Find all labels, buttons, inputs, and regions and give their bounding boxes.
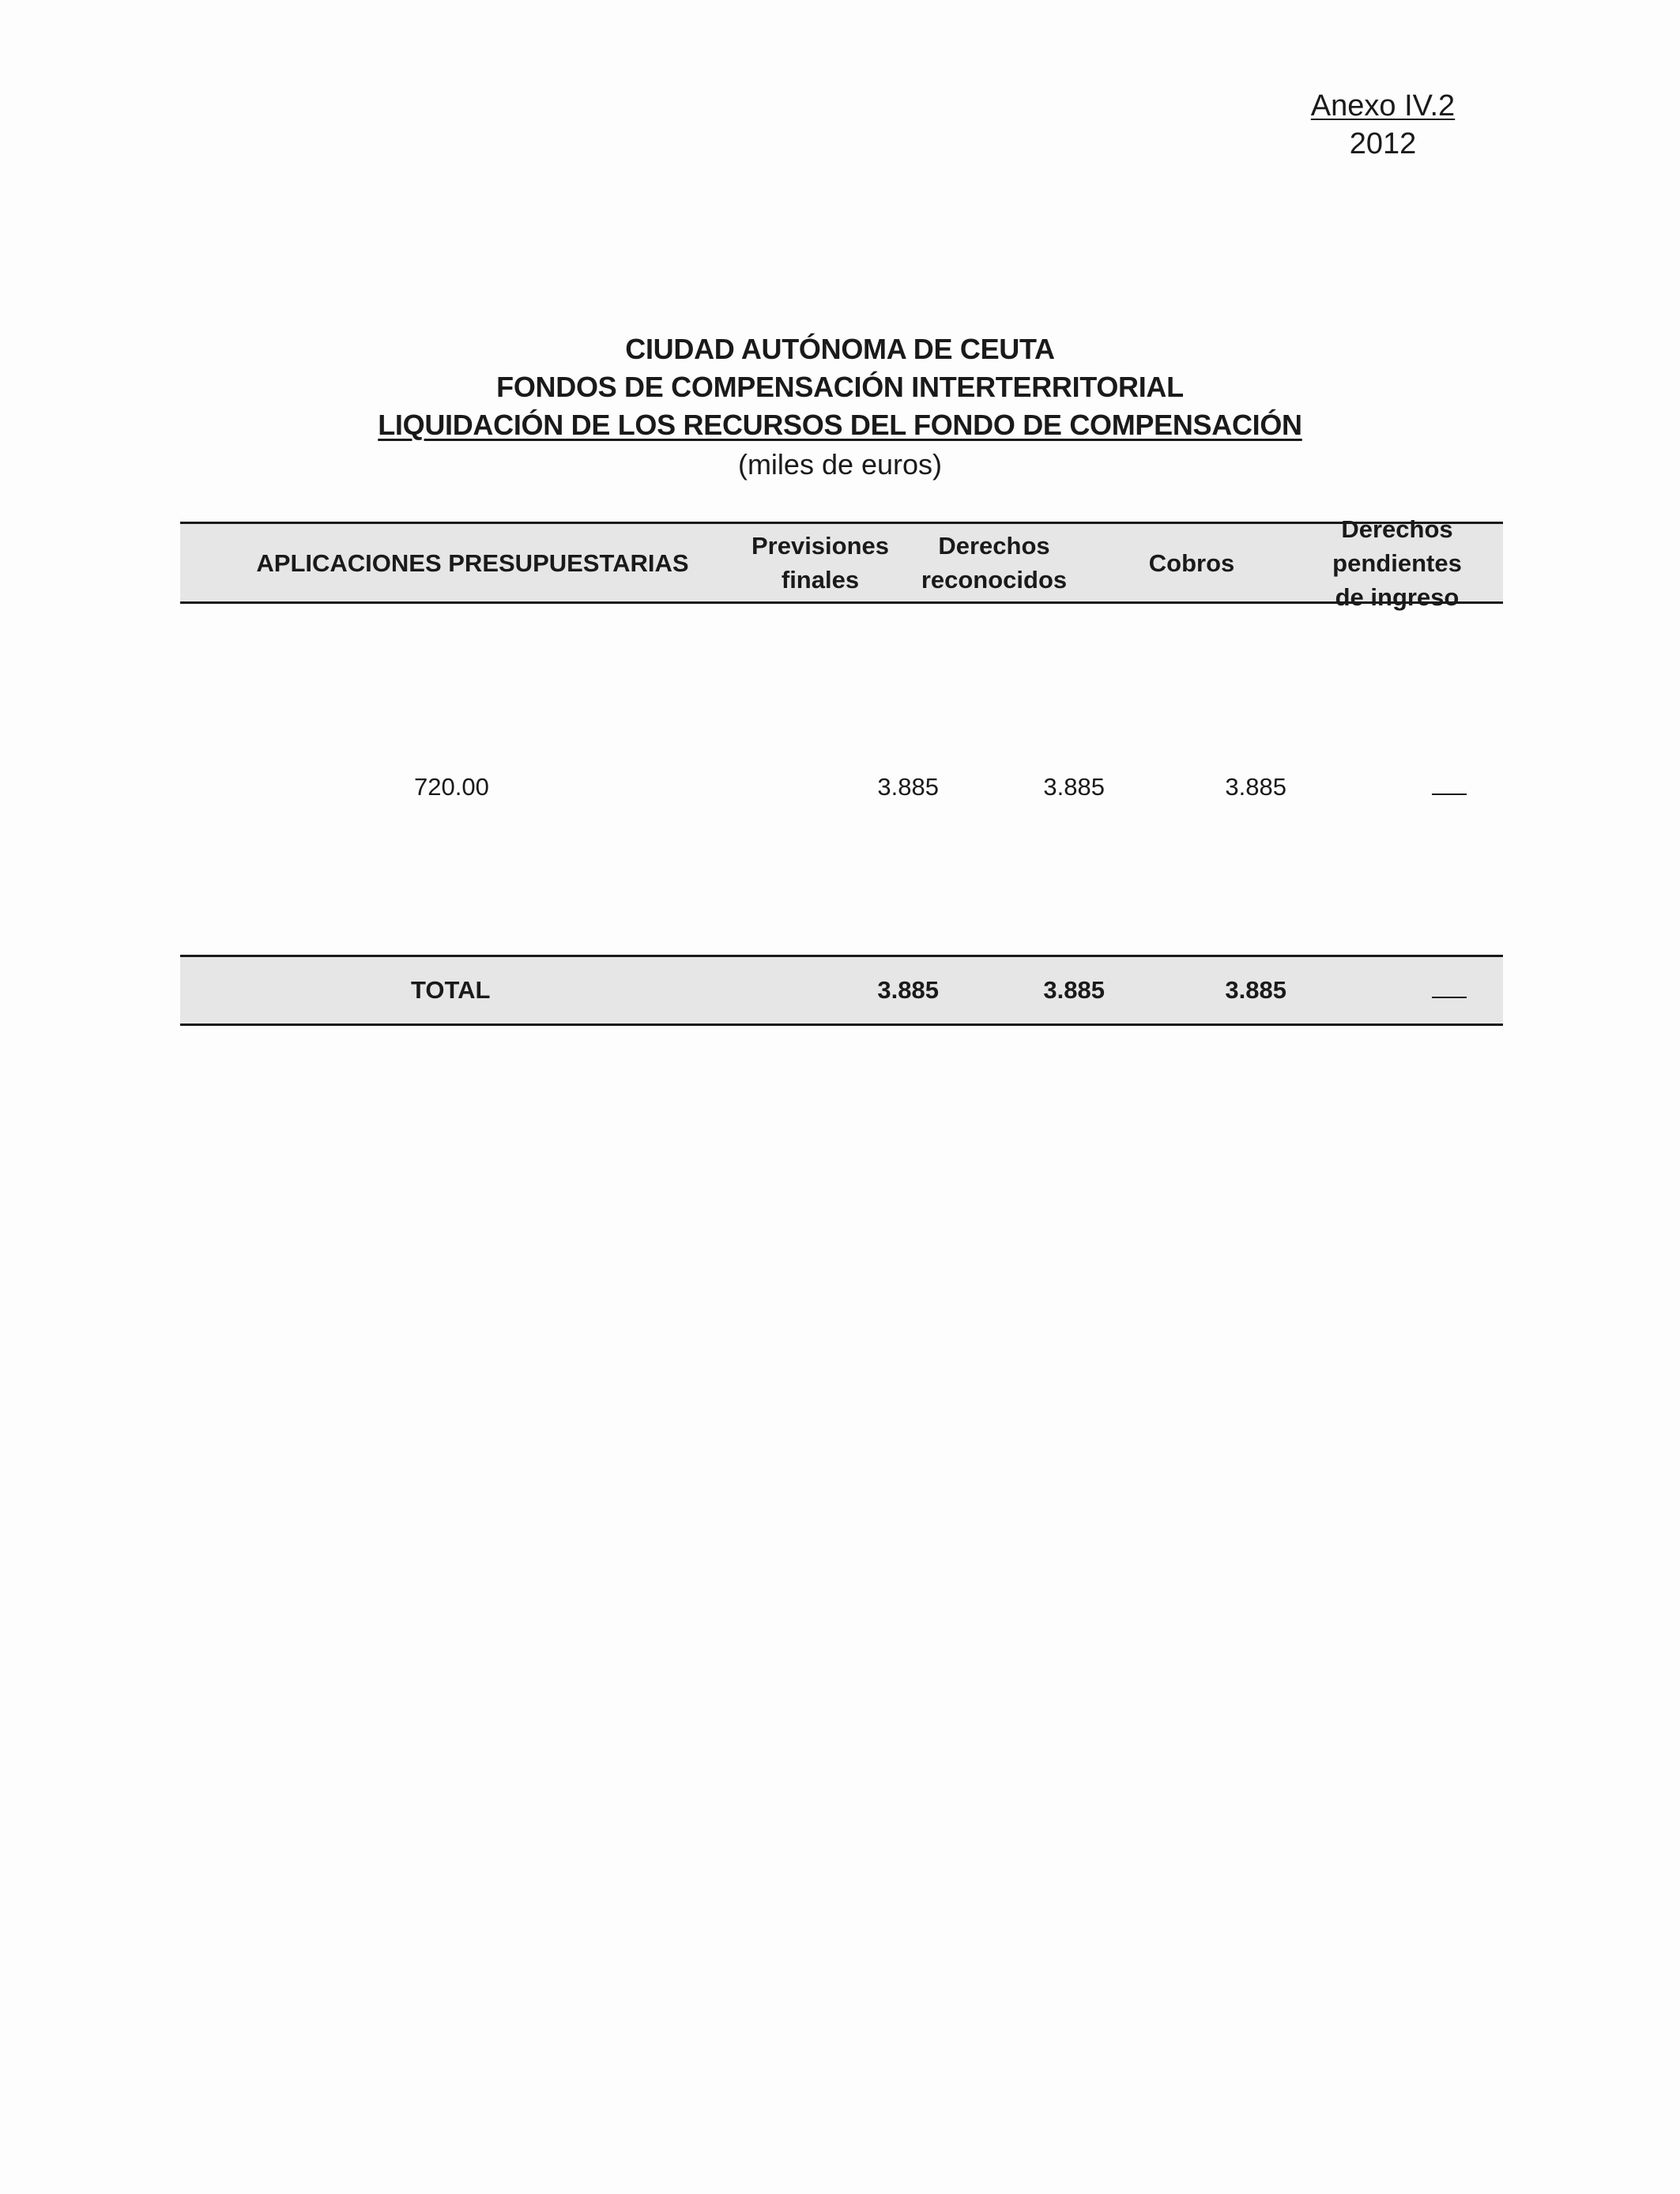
total-pendientes-empty <box>1432 973 1479 1008</box>
title-entity: CIUDAD AUTÓNOMA DE CEUTA <box>625 333 1055 365</box>
table-body <box>180 604 1503 955</box>
total-label: TOTAL <box>411 976 491 1004</box>
annex-heading <box>1233 87 1533 163</box>
cell-cobros: 3.885 <box>1225 773 1286 801</box>
total-cobros: 3.885 <box>1225 976 1286 1004</box>
header-aplicaciones: APLICACIONES PRESUPUESTARIAS <box>256 548 689 577</box>
total-derechos: 3.885 <box>1043 976 1105 1004</box>
annex-year: 2012 <box>1349 127 1417 160</box>
table-total-row <box>180 955 1503 1026</box>
cell-derechos: 3.885 <box>1043 773 1105 801</box>
header-pendientes: Derechos pendientes de ingreso <box>1332 515 1462 611</box>
title-liquidation: LIQUIDACIÓN DE LOS RECURSOS DEL FONDO DE COMPENSACIÓN <box>378 409 1302 441</box>
title-fund: FONDOS DE COMPENSACIÓN INTERTERRITORIAL <box>496 371 1184 403</box>
cell-pendientes-empty <box>1432 770 1479 805</box>
annex-label: Anexo IV.2 <box>1310 89 1456 123</box>
table-header <box>180 515 1503 611</box>
header-previsiones: Previsiones finales <box>751 532 890 594</box>
document-titles <box>0 330 1680 485</box>
header-cobros: Cobros <box>1148 548 1235 577</box>
header-derechos: Derechos reconocidos <box>921 532 1068 594</box>
table-row <box>180 770 1503 805</box>
cell-previsiones: 3.885 <box>877 773 939 801</box>
cell-aplicacion: 720.00 <box>414 773 489 801</box>
empty-dash <box>1432 973 1467 998</box>
liquidation-table <box>180 515 1503 1026</box>
units-note: (miles de euros) <box>737 448 943 481</box>
total-previsiones: 3.885 <box>877 976 939 1004</box>
empty-dash <box>1432 770 1467 795</box>
